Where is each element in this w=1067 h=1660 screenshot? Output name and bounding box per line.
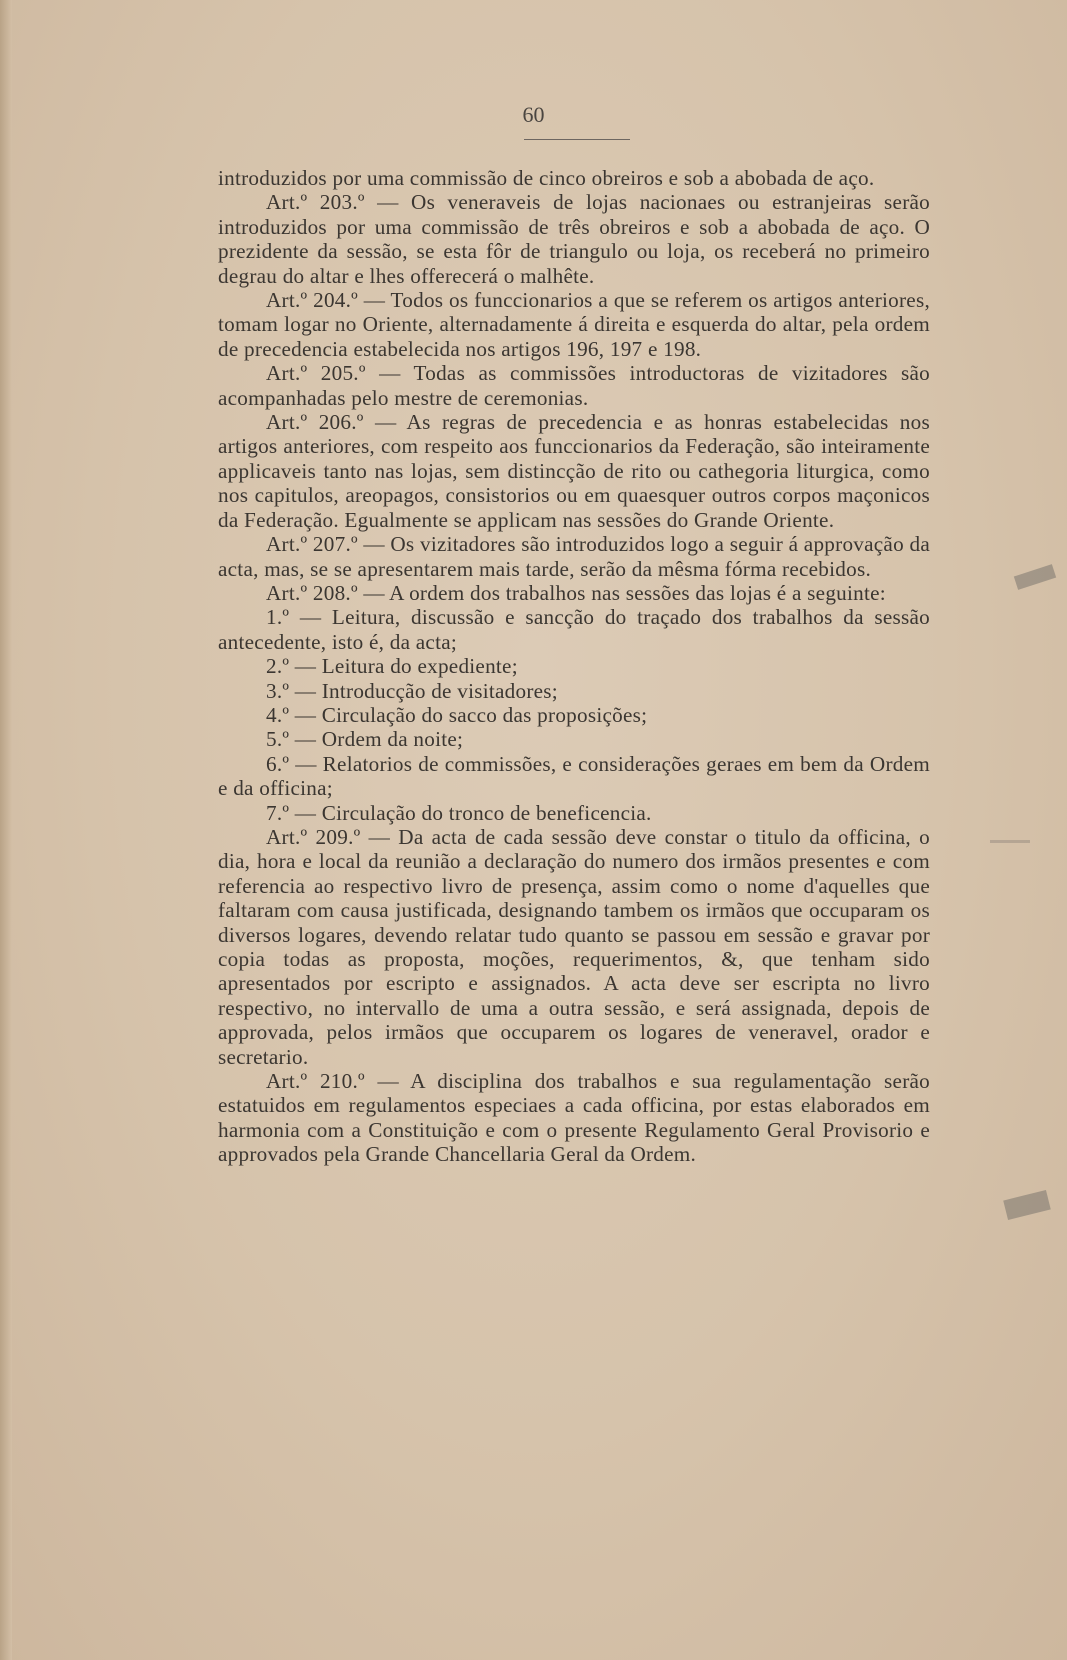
order-item-2: 2.º — Leitura do expediente; (266, 654, 518, 679)
order-item-1: 1.º — Leitura, discussão e sancção do traçado dos trabalhos da sessão antecedente, isto é, da acta; (218, 605, 930, 654)
article-208: Art.º 208.º — A ordem dos trabalhos nas sessões das lojas é a seguinte: (266, 580, 886, 605)
order-item-4: 4.º — Circulação do sacco das proposições; (266, 702, 648, 727)
ink-blot (990, 840, 1030, 843)
order-item-7: 7.º — Circulação do tronco de beneficencia. (266, 800, 652, 825)
article-207: Art.º 207.º — Os vizitadores são introduzidos logo a seguir á approvação da acta, mas, se se apresentarem mais tarde, serão da mêsma fórma recebidos. (218, 532, 930, 581)
page-binding-edge (0, 0, 12, 1660)
page-number: 60 (522, 102, 545, 127)
order-item-3: 3.º — Introducção de visitadores; (266, 678, 558, 703)
article-206: Art.º 206.º — As regras de precedencia e as honras estabelecidas nos artigos anteriores, com respeito aos funccionarios da Federação, são inteiramente applicaveis tanto nas lojas, sem distincção de rito ou cathegoria liturgica, como nos capitulos, areopagos, consistorios ou em quaesquer outros corpos maçonicos da Federação. Egualmente se applicam nas sessões do Grande Oriente. (218, 410, 930, 532)
article-210: Art.º 210.º — A disciplina dos trabalhos e sua regulamentação serão estatuidos em regulamentos especiaes a cada officina, por estas elaborados em harmonia com a Constituição e com o presente Regulamento Geral Provisorio e approvados pela Grande Chancellaria Geral da Ordem. (218, 1069, 930, 1167)
paragraph-continuation: introduzidos por uma commissão de cinco obreiros e sob a abobada de aço. (218, 166, 875, 190)
article-209: Art.º 209.º — Da acta de cada sessão deve constar o titulo da officina, o dia, hora e local da reunião a declaração do numero dos irmãos presentes e com referencia ao respectivo livro de presença, assim como o nome d'aquelles que faltaram com causa justificada, designando tambem os irmãos que occuparam os diversos logares, devendo relatar tudo quanto se passou em sessão e gravar por copia todas as proposta, moções, requerimentos, &, que tenham sido apresentados por escripto e assignados. A acta deve ser escripta no livro respectivo, no intervallo de uma a outra sessão, e será assignada, depois de approvada, pelos irmãos que occuparem os logares de veneravel, orador e secretario. (218, 824, 930, 1069)
article-203: Art.º 203.º — Os veneraveis de lojas nacionaes ou estranjeiras serão introduzidos por uma commissão de três obreiros e sob a abobada de aço. O prezidente da sessão, se esta fôr de triangulo ou loja, os receberá no primeiro degrau do altar e lhes offerecerá o malhête. (218, 190, 930, 288)
order-item-5: 5.º — Ordem da noite; (266, 727, 464, 752)
ink-blot (1003, 1190, 1051, 1220)
article-205: Art.º 205.º — Todas as commissões introductoras de vizitadores são acompanhadas pelo mestre de ceremonias. (218, 361, 930, 410)
order-item-6: 6.º — Relatorios de commissões, e considerações geraes em bem da Ordem e da officina; (218, 751, 930, 801)
article-204: Art.º 204.º — Todos os funccionarios a que se referem os artigos anteriores, tomam logar no Oriente, alternadamente á direita e esquerda do altar, pela ordem de precedencia estabelecida nos artigos 196, 197 e 198. (218, 288, 930, 361)
body-text (218, 166, 930, 1167)
ink-blot (1014, 564, 1056, 590)
header-rule (524, 139, 630, 140)
